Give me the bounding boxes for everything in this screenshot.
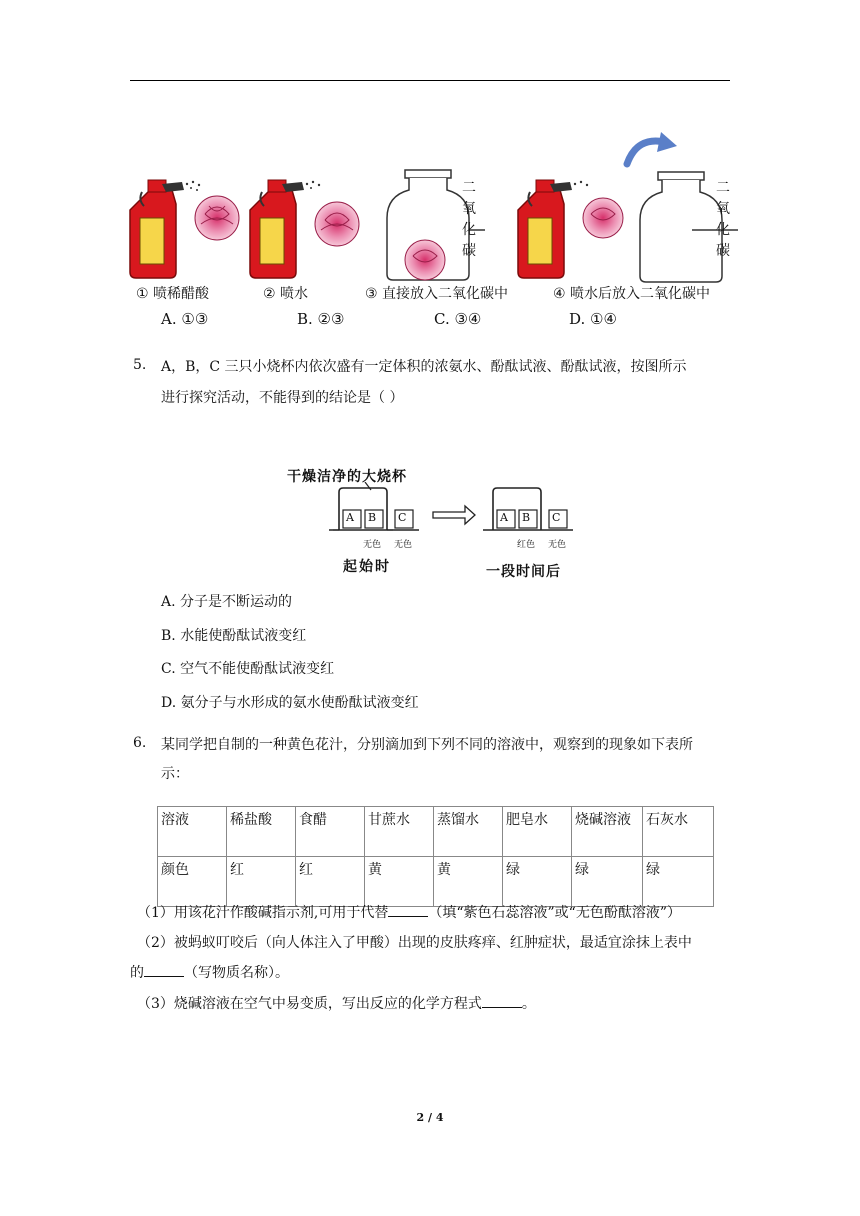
- spray-bottle-icon: [518, 180, 572, 278]
- table-cell: 黄: [365, 857, 434, 907]
- table-cell: 石灰水: [643, 807, 714, 857]
- q4-option-c[interactable]: C. ③④: [434, 310, 482, 328]
- spray-mist: [186, 181, 200, 191]
- q4-option-d[interactable]: D. ①④: [569, 310, 617, 328]
- q4-option-b[interactable]: B. ②③: [297, 310, 345, 328]
- start-b-color: 无色: [363, 540, 382, 550]
- rose-flower-icon: [405, 240, 445, 280]
- table-cell: 红: [227, 857, 296, 907]
- spray-bottle-icon: [130, 180, 184, 278]
- spray-mist: [306, 181, 320, 189]
- after-b-color: 红色: [517, 540, 536, 550]
- q6-sub1-hint: （填“紫色石蕊溶液”或“无色酚酞溶液”）: [428, 905, 681, 921]
- cup-c-label-start: C: [398, 511, 407, 524]
- cup-b-label-after: B: [522, 511, 531, 524]
- rose-flower-icon: [315, 202, 359, 246]
- q6-sub2-line1: （2）被蚂蚁叮咬后（向人体注入了甲酸）出现的皮肤疼痒、红肿症状，最适宜涂抹上表中: [137, 935, 692, 951]
- indicator-results-table: [157, 806, 714, 907]
- q5-choice-a[interactable]: A. 分子是不断运动的: [161, 594, 293, 610]
- figure-label-4: ④ 喷水后放入二氧化碳中: [553, 286, 711, 302]
- cup-a-label-after: A: [500, 511, 508, 524]
- q4-option-a[interactable]: A. ①③: [161, 310, 209, 328]
- after-label: 一段时间后: [486, 564, 561, 580]
- q6-sub3: [137, 993, 536, 1014]
- table-row: [158, 857, 714, 907]
- question-6-text-line2: 示：: [161, 766, 189, 782]
- table-cell: 绿: [503, 857, 572, 907]
- question-5-text-line1: A，B，C 三只小烧杯内依次盛有一定体积的浓氨水、酚酞试液、酚酞试液，按图所示: [161, 359, 687, 375]
- q6-sub2-hint: （写物质名称）。: [184, 965, 289, 981]
- question-6-text-line1: 某同学把自制的一种黄色花汁，分别滴加到下列不同的溶液中，观察到的现象如下表所: [161, 737, 693, 753]
- cup-a-label-start: A: [346, 511, 354, 524]
- cup-c-label-after: C: [552, 511, 561, 524]
- q5-choice-b[interactable]: B. 水能使酚酞试液变红: [161, 628, 307, 644]
- table-cell: 甘蔗水: [365, 807, 434, 857]
- figure-label-3: ③ 直接放入二氧化碳中: [365, 286, 509, 302]
- table-cell: 烧碱溶液: [572, 807, 643, 857]
- table-cell: 稀盐酸: [227, 807, 296, 857]
- table-header-row: [158, 807, 714, 857]
- table-cell: 溶液: [158, 807, 227, 857]
- spray-bottle-icon: [250, 180, 304, 278]
- q6-sub1: [137, 902, 681, 923]
- figure-label-1: ① 喷稀醋酸: [136, 286, 210, 302]
- question-6-number: 6.: [133, 735, 147, 751]
- curved-arrow-icon: [627, 132, 677, 164]
- q6-sub2-prefix: 的: [130, 965, 144, 981]
- header-rule: [130, 80, 730, 81]
- rose-flower-icon: [583, 198, 623, 238]
- answer-blank-2[interactable]: [144, 962, 184, 977]
- start-c-color: 无色: [394, 540, 413, 550]
- table-cell: 红: [296, 857, 365, 907]
- experiment-illustration: [125, 130, 745, 285]
- q6-sub3-end: 。: [521, 996, 536, 1012]
- question-5-number: 5.: [133, 357, 147, 373]
- q6-sub2-line2: [130, 962, 289, 983]
- q5-choice-c[interactable]: C. 空气不能使酚酞试液变红: [161, 661, 335, 677]
- start-label: 起始时: [343, 559, 391, 575]
- diagram-title: 干燥洁净的大烧杯: [287, 469, 407, 485]
- co2-label-jar4: 二氧化碳: [716, 180, 730, 259]
- q6-sub1-text: （1）用该花汁作酸碱指示剂,可用于代替: [137, 905, 389, 921]
- table-cell: 黄: [434, 857, 503, 907]
- beaker-setup-drawing: [325, 482, 585, 542]
- q6-sub3-text: （3）烧碱溶液在空气中易变质，写出反应的化学方程式: [137, 996, 482, 1012]
- spray-mist: [574, 181, 588, 186]
- cup-b-label-start: B: [368, 511, 377, 524]
- table-cell: 蒸馏水: [434, 807, 503, 857]
- answer-blank-3[interactable]: [482, 993, 522, 1008]
- figure-label-2: ② 喷水: [263, 286, 309, 302]
- table-cell: 肥皂水: [503, 807, 572, 857]
- answer-blank-1[interactable]: [388, 902, 428, 917]
- after-c-color: 无色: [548, 540, 567, 550]
- question-5-text-line2: 进行探究活动，不能得到的结论是（ ）: [161, 390, 404, 406]
- table-cell: 绿: [572, 857, 643, 907]
- page-number: 2 / 4: [416, 1111, 444, 1124]
- q5-choice-d[interactable]: D. 氨分子与水形成的氨水使酚酞试液变红: [161, 695, 419, 711]
- co2-label-jar3: 二氧化碳: [462, 180, 476, 259]
- table-cell: 绿: [643, 857, 714, 907]
- table-cell: 食醋: [296, 807, 365, 857]
- rose-flower-icon: [195, 196, 239, 240]
- table-cell: 颜色: [158, 857, 227, 907]
